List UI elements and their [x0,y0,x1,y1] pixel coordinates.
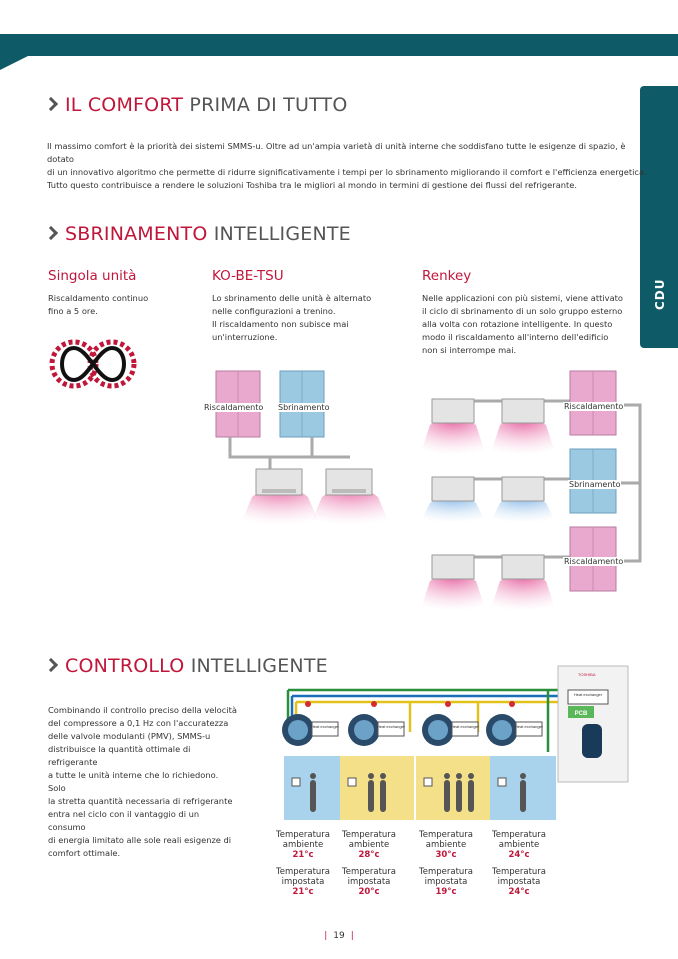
col-line: un'interruzione. [212,332,278,342]
ambient-label: Temperatura ambiente [275,830,330,850]
temp-room-4 [484,830,554,897]
col-line: alla volta con rotazione intelligente. In questo [422,319,613,329]
col-line: non si interrompe mai. [422,345,517,355]
title-red: SBRINAMENTO [65,223,208,245]
temp-room-3 [411,830,481,897]
heat-exchanger-label: Heat exchanger [514,724,544,729]
ambient-value: 28°c [358,850,380,860]
title-grey: INTELLIGENTE [190,655,328,677]
label-riscaldamento: Riscaldamento [204,403,264,412]
room-yellow [340,756,414,820]
side-tab [640,86,678,348]
ambient-value: 30°c [435,850,457,860]
pcb-label: PCB [574,711,588,717]
chevron-right-icon [44,97,58,111]
ambient-label: Temperatura ambiente [491,830,546,850]
label-riscaldamento: Riscaldamento [564,402,624,411]
para-line: distribuisce la quantità ottimale di refrigerante [48,744,191,767]
col-title-singola: Singola unità [48,268,137,284]
col-line: nelle configurazioni a trenino. [212,306,336,316]
side-tab-label: CDU [653,278,667,310]
col-text-renkey [422,292,623,357]
para-line: di energia limitato alle sole reali esigenze di [48,835,232,845]
set-label: Temperatura impostata [418,867,473,887]
ambient-label: Temperatura ambiente [418,830,473,850]
col-line: fino a 5 ore. [48,306,98,316]
col-line: Nelle applicazioni con più sistemi, viene attivato [422,293,623,303]
title-grey: INTELLIGENTE [213,223,351,245]
infinity-cycle-icon [48,338,138,390]
intro-line: di un innovativo algoritmo che permette di ridurre significativamente i tempi per lo sbrinamento migliorando il comfort e l'efficienza energetica. [47,167,647,177]
heat-exchanger-label: Heat exchanger [310,724,340,729]
intro-line: Il massimo comfort è la priorità dei sistemi SMMS-u. Oltre ad un'ampia varietà di unità interne che soddisfano tutte le esigenze di spazio, è dotato [47,141,626,164]
label-sbrinamento: Sbrinamento [569,480,621,489]
para-line: Combinando il controllo preciso della velocità [48,705,237,715]
indoor-cassette [432,399,474,423]
title-red: CONTROLLO [65,655,185,677]
heat-exchanger-label: Heat exchanger [450,724,480,729]
label-sbrinamento: Sbrinamento [278,403,330,412]
controllo-paragraph [48,704,238,860]
ambient-value: 24°c [508,850,530,860]
section-title-comfort [46,94,348,116]
page-number-value: 19 [333,931,345,941]
section-title-sbrinamento [46,223,351,245]
col-title-kobetsu: KO-BE-TSU [212,268,284,284]
set-value: 24°c [508,887,530,897]
indoor-cassette [256,469,302,495]
indoor-unit-4 [486,701,544,746]
temp-room-1 [268,830,338,897]
title-red: IL COMFORT [65,94,184,116]
intro-line: Tutto questo contribuisce a rendere le soluzioni Toshiba tra le migliori al mondo in termini di gestione dei flussi del refrigerante. [47,180,578,190]
col-text-singola [48,292,148,318]
room-yellow [416,756,490,820]
set-value: 19°c [435,887,457,897]
indoor-cassette [502,399,544,423]
temp-room-2 [334,830,404,897]
set-label: Temperatura impostata [491,867,546,887]
col-line: Il riscaldamento non subisce mai [212,319,349,329]
kobetsu-diagram [200,365,390,525]
col-line: Riscaldamento continuo [48,293,149,303]
indoor-unit-3 [422,701,480,746]
col-line: Lo sbrinamento delle unità è alternato [212,293,372,303]
indoor-cassette [502,555,544,579]
title-grey: PRIMA DI TUTTO [189,94,348,116]
heat-exchanger-label: Heat exchanger [376,724,406,729]
outdoor-unit [558,666,628,782]
col-line: modo il riscaldamento all'interno dell'edificio [422,332,609,342]
col-title-renkey: Renkey [422,268,472,284]
label-riscaldamento: Riscaldamento [564,557,624,566]
control-diagram [268,662,632,822]
para-line: a tutte le unità interne che lo richiedono. Solo [48,770,219,793]
para-line: del compressore a 0,1 Hz con l'accuratezza [48,718,229,728]
indoor-unit-2 [348,701,406,746]
set-label: Temperatura impostata [341,867,396,887]
top-band [0,34,678,56]
top-band-notch [0,56,28,70]
page-number: | 19 | [324,931,354,941]
ambient-label: Temperatura ambiente [341,830,396,850]
heat-exchanger-label: Heat exchanger [573,692,603,697]
intro-paragraph [47,140,647,192]
set-value: 20°c [358,887,380,897]
outdoor-brand-label: TOSHIBA [578,672,596,677]
chevron-right-icon [44,658,58,672]
para-line: delle valvole modulanti (PMV), SMMS-u [48,731,211,741]
set-label: Temperatura impostata [275,867,330,887]
ambient-value: 21°c [292,850,314,860]
para-line: comfort ottimale. [48,848,121,858]
indoor-cassette [326,469,372,495]
para-line: la stretta quantità necessaria di refrigerante [48,796,233,806]
col-line: il ciclo di sbrinamento di un solo gruppo esterno [422,306,623,316]
indoor-cassette [432,477,474,501]
chevron-right-icon [44,226,58,240]
para-line: entra nel ciclo con il vantaggio di un consumo [48,809,200,832]
indoor-unit-1 [282,701,340,746]
indoor-cassette [502,477,544,501]
col-text-kobetsu [212,292,371,344]
set-value: 21°c [292,887,314,897]
indoor-cassette [432,555,474,579]
